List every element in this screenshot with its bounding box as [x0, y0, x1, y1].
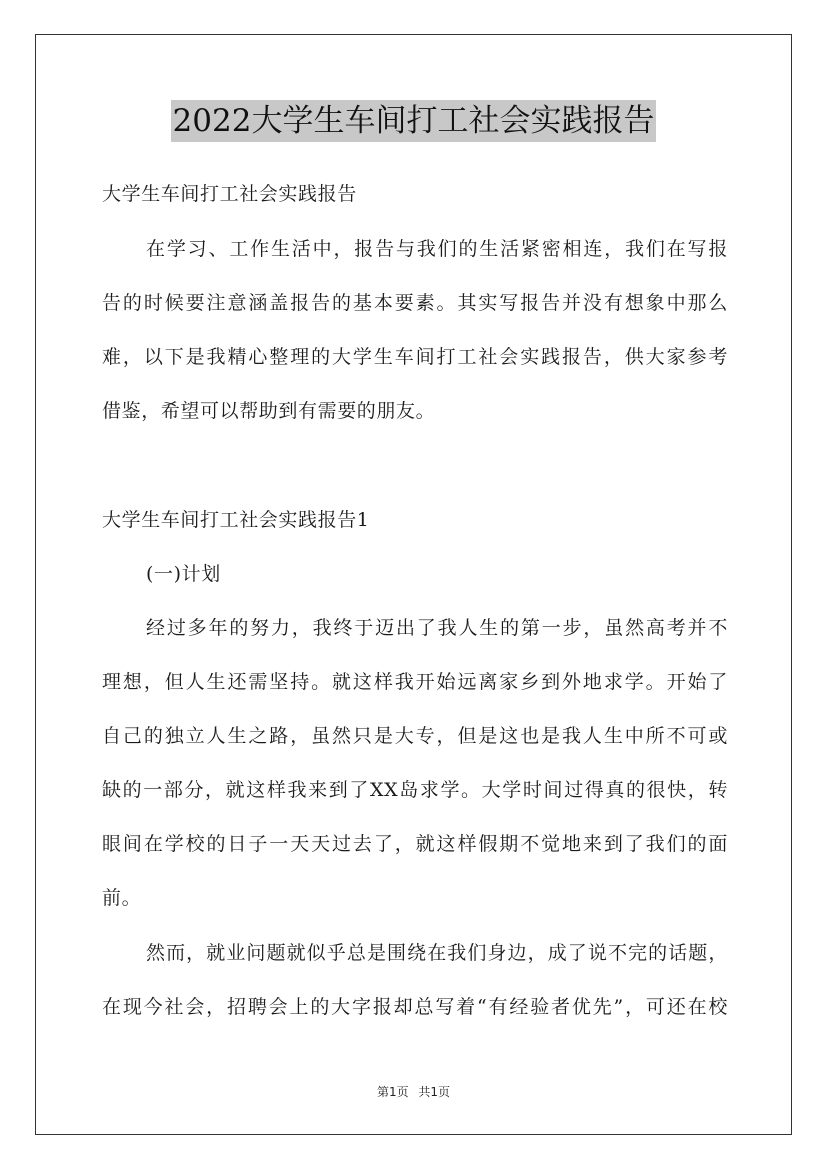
section-heading: 大学生车间打工社会实践报告1	[102, 509, 370, 531]
para1-line-6: 前。	[102, 887, 142, 909]
para1-line-2: 理想，但人生还需坚持。就这样我开始远离家乡到外地求学。开始了	[102, 671, 728, 693]
page-footer	[0, 1083, 827, 1100]
para1-line-3: 自己的独立人生之路，虽然只是大专，但是这也是我人生中所不可或	[102, 725, 728, 747]
page-total: 共1页	[418, 1085, 451, 1099]
page-number: 第1页	[376, 1085, 409, 1099]
subheading-plan: (一)计划	[146, 563, 221, 585]
intro-line-2: 告的时候要注意涵盖报告的基本要素。其实写报告并没有想象中那么	[102, 292, 728, 314]
para1-line-4: 缺的一部分，就这样我来到了XX岛求学。大学时间过得真的很快，转	[102, 779, 728, 801]
intro-line-3: 难，以下是我精心整理的大学生车间打工社会实践报告，供大家参考	[102, 346, 728, 368]
para1-line-5: 眼间在学校的日子一天天过去了，就这样假期不觉地来到了我们的面	[102, 833, 728, 855]
para2-line-1: 然而，就业问题就似乎总是围绕在我们身边，成了说不完的话题，	[146, 942, 728, 964]
para2-line-2: 在现今社会，招聘会上的大字报却总写着“有经验者优先”，可还在校	[102, 996, 728, 1018]
document-subtitle: 大学生车间打工社会实践报告	[102, 183, 357, 205]
title-container	[0, 100, 827, 142]
para1-line-1: 经过多年的努力，我终于迈出了我人生的第一步，虽然高考并不	[146, 617, 728, 639]
document-title: 2022大学生车间打工社会实践报告	[171, 100, 657, 142]
intro-line-1: 在学习、工作生活中，报告与我们的生活紧密相连，我们在写报	[146, 238, 728, 260]
intro-line-4: 借鉴，希望可以帮助到有需要的朋友。	[102, 400, 436, 422]
